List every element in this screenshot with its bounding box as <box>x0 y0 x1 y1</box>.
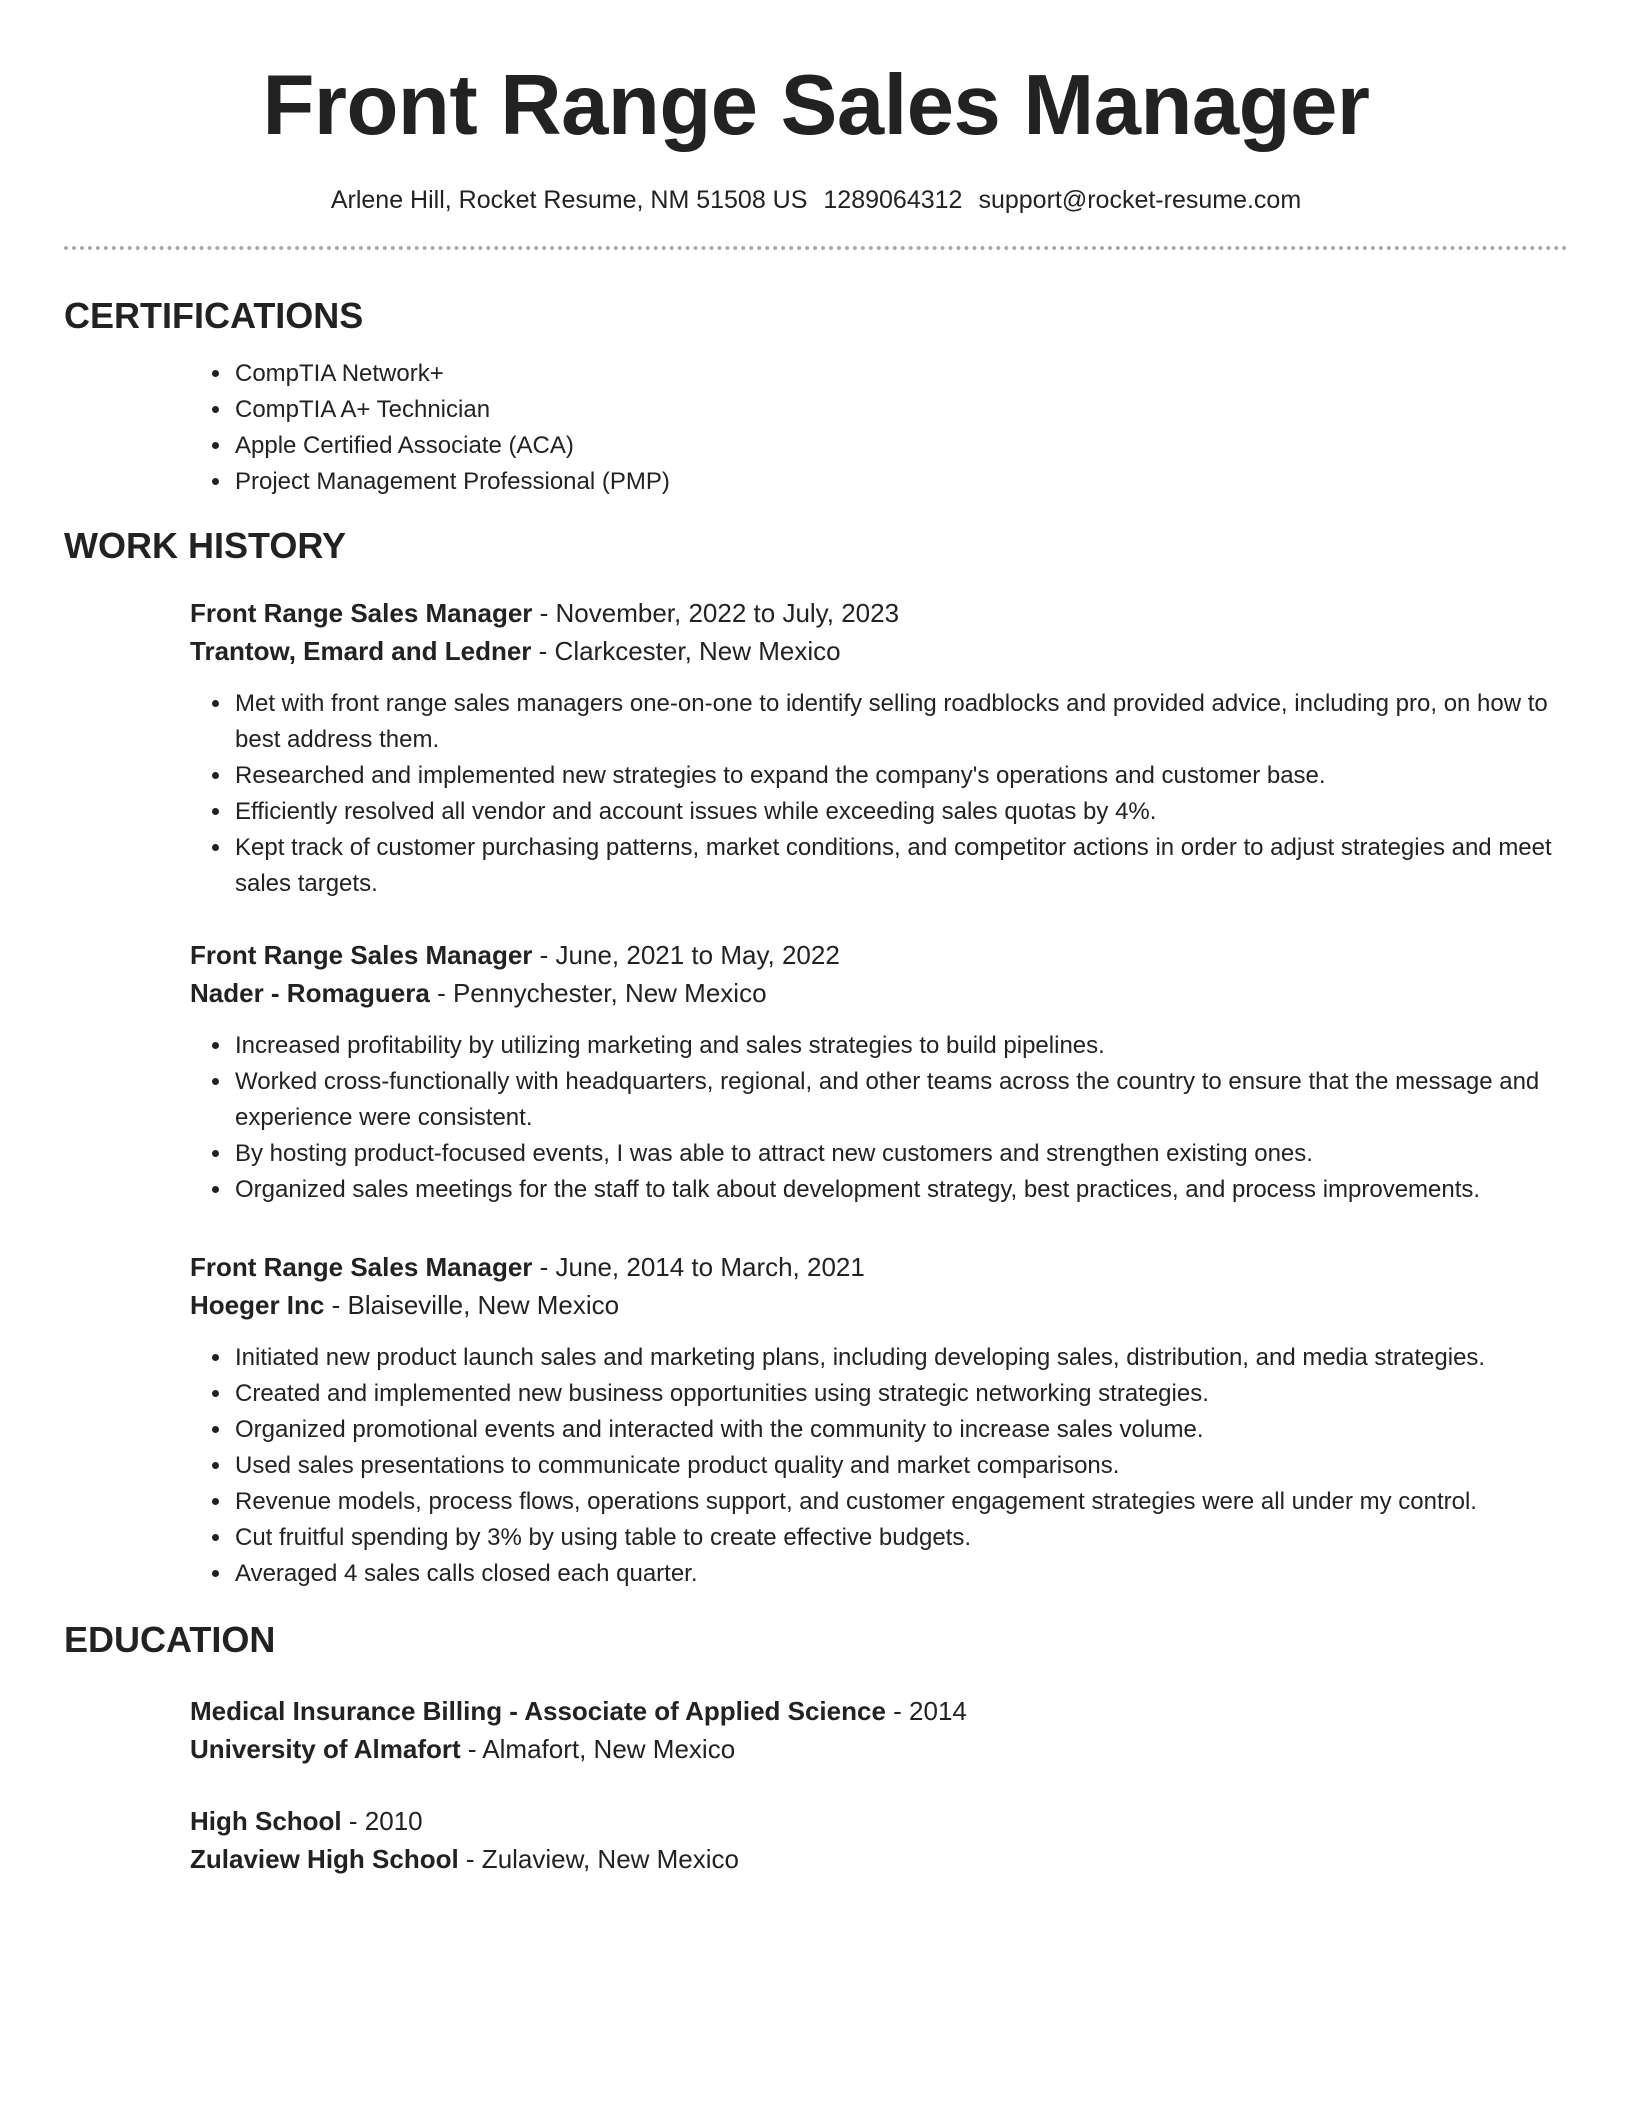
job-duty: • Used sales presentations to communicate product quality and market comparisons. <box>233 1448 1568 1484</box>
job-title-line <box>190 1248 1568 1286</box>
job-company: Trantow, Emard and Ledner <box>190 636 532 666</box>
job-title-line <box>190 594 1568 632</box>
education-entry <box>64 1692 1568 1768</box>
job-duty: • By hosting product-focused events, I was able to attract new customers and strengthen existing ones. <box>233 1136 1568 1172</box>
resume-title: Front Range Sales Manager <box>262 58 1370 153</box>
education-school: University of Almafort <box>190 1734 461 1764</box>
education-section <box>64 1618 1568 1878</box>
job-duty: • Cut fruitful spending by 3% by using table to create effective budgets. <box>233 1520 1568 1556</box>
education-year: - 2014 <box>885 1696 967 1726</box>
education-year: - 2010 <box>341 1806 423 1836</box>
job-duty: • Organized promotional events and interacted with the community to increase sales volume. <box>233 1412 1568 1448</box>
job-duty: • Averaged 4 sales calls closed each quarter. <box>233 1556 1568 1592</box>
job-company: Nader - Romaguera <box>190 978 430 1008</box>
job-duty: • Efficiently resolved all vendor and account issues while exceeding sales quotas by 4%. <box>233 794 1568 830</box>
education-location: - Almafort, New Mexico <box>460 1734 736 1764</box>
job-duty: • Kept track of customer purchasing patterns, market conditions, and competitor actions in order to adjust strategies and meet sales targets. <box>233 830 1568 902</box>
education-degree-line <box>190 1692 1568 1730</box>
work-history-heading: WORK HISTORY <box>64 525 347 566</box>
job-title-line <box>190 936 1568 974</box>
education-school: Zulaview High School <box>190 1844 459 1874</box>
job-duty: • Increased profitability by utilizing marketing and sales strategies to build pipelines. <box>233 1028 1568 1064</box>
job-title: Front Range Sales Manager <box>190 940 533 970</box>
education-entry <box>64 1802 1568 1878</box>
education-school-line <box>190 1730 1568 1768</box>
job-location: - Pennychester, New Mexico <box>429 978 767 1008</box>
job-duty: • Initiated new product launch sales and marketing plans, including developing sales, distribution, and media strategies. <box>233 1340 1568 1376</box>
contact-address: Arlene Hill, Rocket Resume, NM 51508 US <box>330 186 808 214</box>
job-company: Hoeger Inc <box>190 1290 325 1320</box>
job-company-line <box>190 1286 1568 1324</box>
job-company-line <box>190 632 1568 670</box>
job-duty: • Worked cross-functionally with headquarters, regional, and other teams across the country to ensure that the message and experience were consistent. <box>233 1064 1568 1136</box>
certifications-section <box>64 294 1568 500</box>
job-location: - Clarkcester, New Mexico <box>531 636 841 666</box>
job-duties-list <box>190 1340 1568 1592</box>
education-school-line <box>190 1840 1568 1878</box>
job-duty: • Researched and implemented new strategies to expand the company's operations and customer base. <box>233 758 1568 794</box>
certification-item: • CompTIA A+ Technician <box>233 392 1568 428</box>
job-duty: • Met with front range sales managers one-on-one to identify selling roadblocks and provided advice, including pro, on how to best address them. <box>233 686 1568 758</box>
contact-phone: 1289064312 <box>823 186 963 214</box>
certification-item: • Apple Certified Associate (ACA) <box>233 428 1568 464</box>
job-dates: - June, 2021 to May, 2022 <box>532 940 840 970</box>
job-duties-list <box>190 1028 1568 1208</box>
job-location: - Blaiseville, New Mexico <box>324 1290 620 1320</box>
certification-item: • CompTIA Network+ <box>233 356 1568 392</box>
contact-email: support@rocket-resume.com <box>978 186 1302 214</box>
job-duty: • Organized sales meetings for the staff to talk about development strategy, best practices, and process improvements. <box>233 1172 1568 1208</box>
education-degree-line <box>190 1802 1568 1840</box>
job-company-line <box>190 974 1568 1012</box>
job-entry <box>64 1248 1568 1592</box>
job-entry <box>64 594 1568 902</box>
certifications-list <box>64 356 1568 500</box>
job-dates: - June, 2014 to March, 2021 <box>532 1252 865 1282</box>
job-title: Front Range Sales Manager <box>190 1252 533 1282</box>
education-location: - Zulaview, New Mexico <box>458 1844 740 1874</box>
work-history-section <box>64 524 1568 1592</box>
job-title: Front Range Sales Manager <box>190 598 533 628</box>
education-degree: High School <box>190 1806 342 1836</box>
header-divider <box>64 246 1568 250</box>
certifications-heading: CERTIFICATIONS <box>64 295 364 336</box>
certification-item: • Project Management Professional (PMP) <box>233 464 1568 500</box>
education-degree: Medical Insurance Billing - Associate of Applied Science <box>190 1696 886 1726</box>
job-dates: - November, 2022 to July, 2023 <box>532 598 900 628</box>
job-entry <box>64 936 1568 1208</box>
job-duties-list <box>190 686 1568 902</box>
job-duty: • Created and implemented new business opportunities using strategic networking strategies. <box>233 1376 1568 1412</box>
contact-line <box>64 184 1568 216</box>
job-duty: • Revenue models, process flows, operations support, and customer engagement strategies were all under my control. <box>233 1484 1568 1520</box>
education-heading: EDUCATION <box>64 1619 276 1660</box>
